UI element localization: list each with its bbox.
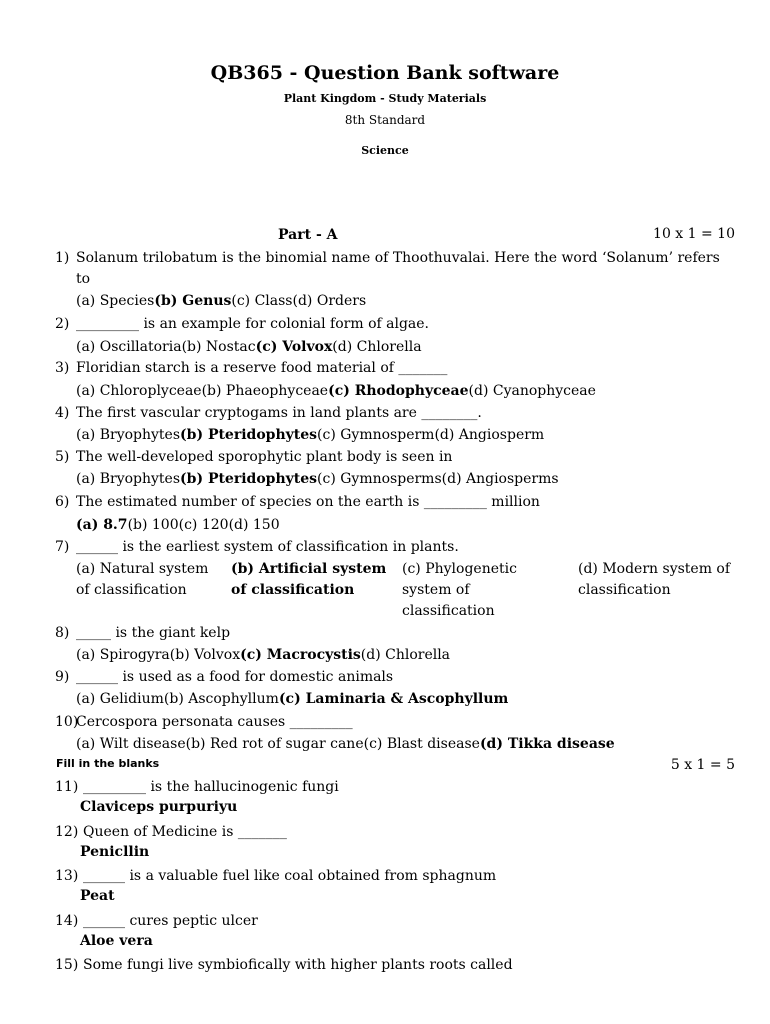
question-10-options (76, 734, 615, 754)
option-d: (d) Modern system of classification (578, 561, 731, 598)
question-8 (55, 623, 745, 644)
option-a: (a) Bryophytes (76, 471, 181, 487)
question-13 (55, 866, 745, 887)
option-d: (d) Chlorella (360, 647, 451, 663)
question-number: 10) (55, 714, 79, 730)
option-c: (c) Macrocystis (240, 647, 361, 663)
question-9 (55, 667, 745, 688)
question-15 (55, 955, 745, 976)
question-number: 15) (55, 957, 79, 973)
option-d: (d) 150 (228, 517, 280, 533)
option-a: (a) Bryophytes (76, 427, 181, 443)
question-11 (55, 777, 745, 798)
question-2-options (76, 337, 422, 357)
answer-11: Claviceps purpuriyu (80, 799, 238, 815)
question-number: 7) (55, 539, 70, 555)
question-10 (55, 712, 745, 733)
question-5-options (76, 469, 559, 489)
option-b: (b) Ascophyllum (163, 691, 279, 707)
option-a: (a) Oscillatoria (76, 339, 182, 355)
question-2 (55, 314, 745, 335)
option-c: (c) Laminaria & Ascophyllum (278, 691, 509, 707)
option-d: (d) Angiosperms (441, 471, 559, 487)
part-a-marks: 10 x 1 = 10 (653, 226, 735, 242)
part-a-heading: Part - A (278, 227, 338, 243)
question-number: 1) (55, 250, 70, 266)
document-title: QB365 - Question Bank software (210, 62, 560, 84)
option-b: (b) Genus (154, 293, 232, 309)
question-number: 5) (55, 449, 70, 465)
document-subtitle: Plant Kingdom - Study Materials (283, 92, 487, 105)
question-number: 4) (55, 405, 70, 421)
question-text: Some fungi live symbiofically with higher plants roots called (83, 957, 513, 973)
option-b: (b) Pteridophytes (180, 427, 318, 443)
question-6-options (76, 515, 280, 535)
option-a: (a) Chloroplyceae (76, 383, 202, 399)
option-c: (c) Phylogenetic system of classification (402, 561, 517, 619)
question-number: 13) (55, 868, 79, 884)
fill-in-blanks-heading: Fill in the blanks (56, 757, 160, 770)
option-d: (d) Cyanophyceae (468, 383, 596, 399)
question-number: 9) (55, 669, 70, 685)
question-text: Cercospora personata causes _________ (76, 714, 353, 730)
option-a: (a) Spirogyra (76, 647, 170, 663)
option-a: (a) Natural system of classification (76, 561, 209, 598)
option-a: (a) Species (76, 293, 155, 309)
question-text: _____ is the giant kelp (76, 625, 231, 641)
question-number: 14) (55, 913, 79, 929)
option-b: (b) Artificial system of classification (231, 561, 387, 598)
option-b: (b) Volvox (169, 647, 241, 663)
option-d: (d) Angiosperm (434, 427, 545, 443)
option-a: (a) 8.7 (76, 517, 128, 533)
question-number: 3) (55, 360, 70, 376)
question-1-options (76, 291, 366, 311)
option-d: (d) Tikka disease (479, 736, 615, 752)
option-b: (b) 100 (127, 517, 179, 533)
standard-label: 8th Standard (344, 113, 426, 127)
question-12 (55, 822, 745, 843)
question-text: ______ cures peptic ulcer (83, 913, 258, 929)
question-text: ______ is a valuable fuel like coal obtained from sphagnum (83, 868, 497, 884)
question-text: Floridian starch is a reserve food material of _______ (76, 360, 448, 376)
option-b: (b) Nostac (181, 339, 256, 355)
question-text: ______ is used as a food for domestic animals (76, 669, 394, 685)
option-a: (a) Gelidium (76, 691, 164, 707)
question-6 (55, 492, 745, 513)
option-c: (c) Volvox (255, 339, 333, 355)
option-b: (b) Red rot of sugar cane (185, 736, 364, 752)
answer-13: Peat (80, 888, 115, 904)
option-b: (b) Phaeophyceae (201, 383, 329, 399)
question-1 (55, 248, 745, 290)
question-text: Queen of Medicine is _______ (83, 824, 287, 840)
question-7 (55, 537, 745, 558)
question-text: _________ is an example for colonial form of algae. (76, 316, 430, 332)
answer-12: Penicllin (80, 844, 150, 860)
subject-label: Science (361, 144, 409, 157)
question-number: 2) (55, 316, 70, 332)
question-14 (55, 911, 745, 932)
question-8-options (76, 645, 450, 665)
option-c: (c) 120 (178, 517, 229, 533)
option-b: (b) Pteridophytes (180, 471, 318, 487)
option-c: (c) Blast disease (363, 736, 480, 752)
question-5 (55, 447, 745, 468)
question-3-options (76, 381, 596, 401)
question-text: The well-developed sporophytic plant body is seen in (76, 449, 453, 465)
question-number: 8) (55, 625, 70, 641)
question-number: 6) (55, 494, 70, 510)
option-c: (c) Gymnosperms (317, 471, 442, 487)
option-c: (c) Gymnosperm (317, 427, 435, 443)
question-4 (55, 403, 745, 424)
question-9-options (76, 689, 508, 709)
question-3 (55, 358, 745, 379)
question-text: _________ is the hallucinogenic fungi (83, 779, 339, 795)
option-d: (d) Orders (292, 293, 367, 309)
option-d: (d) Chlorella (332, 339, 422, 355)
question-text: Solanum trilobatum is the binomial name of Thoothuvalai. Here the word ‘Solanum’ refers to (76, 250, 720, 287)
fill-in-blanks-marks: 5 x 1 = 5 (670, 757, 735, 773)
option-a: (a) Wilt disease (76, 736, 186, 752)
answer-14: Aloe vera (80, 933, 153, 949)
option-c: (c) Class (231, 293, 293, 309)
question-number: 12) (55, 824, 79, 840)
question-text: The estimated number of species on the earth is _________ million (76, 494, 540, 510)
question-text: The first vascular cryptogams in land plants are ________. (76, 405, 482, 421)
option-c: (c) Rhodophyceae (328, 383, 469, 399)
question-4-options (76, 425, 544, 445)
question-text: ______ is the earliest system of classification in plants. (76, 539, 459, 555)
question-number: 11) (55, 779, 79, 795)
